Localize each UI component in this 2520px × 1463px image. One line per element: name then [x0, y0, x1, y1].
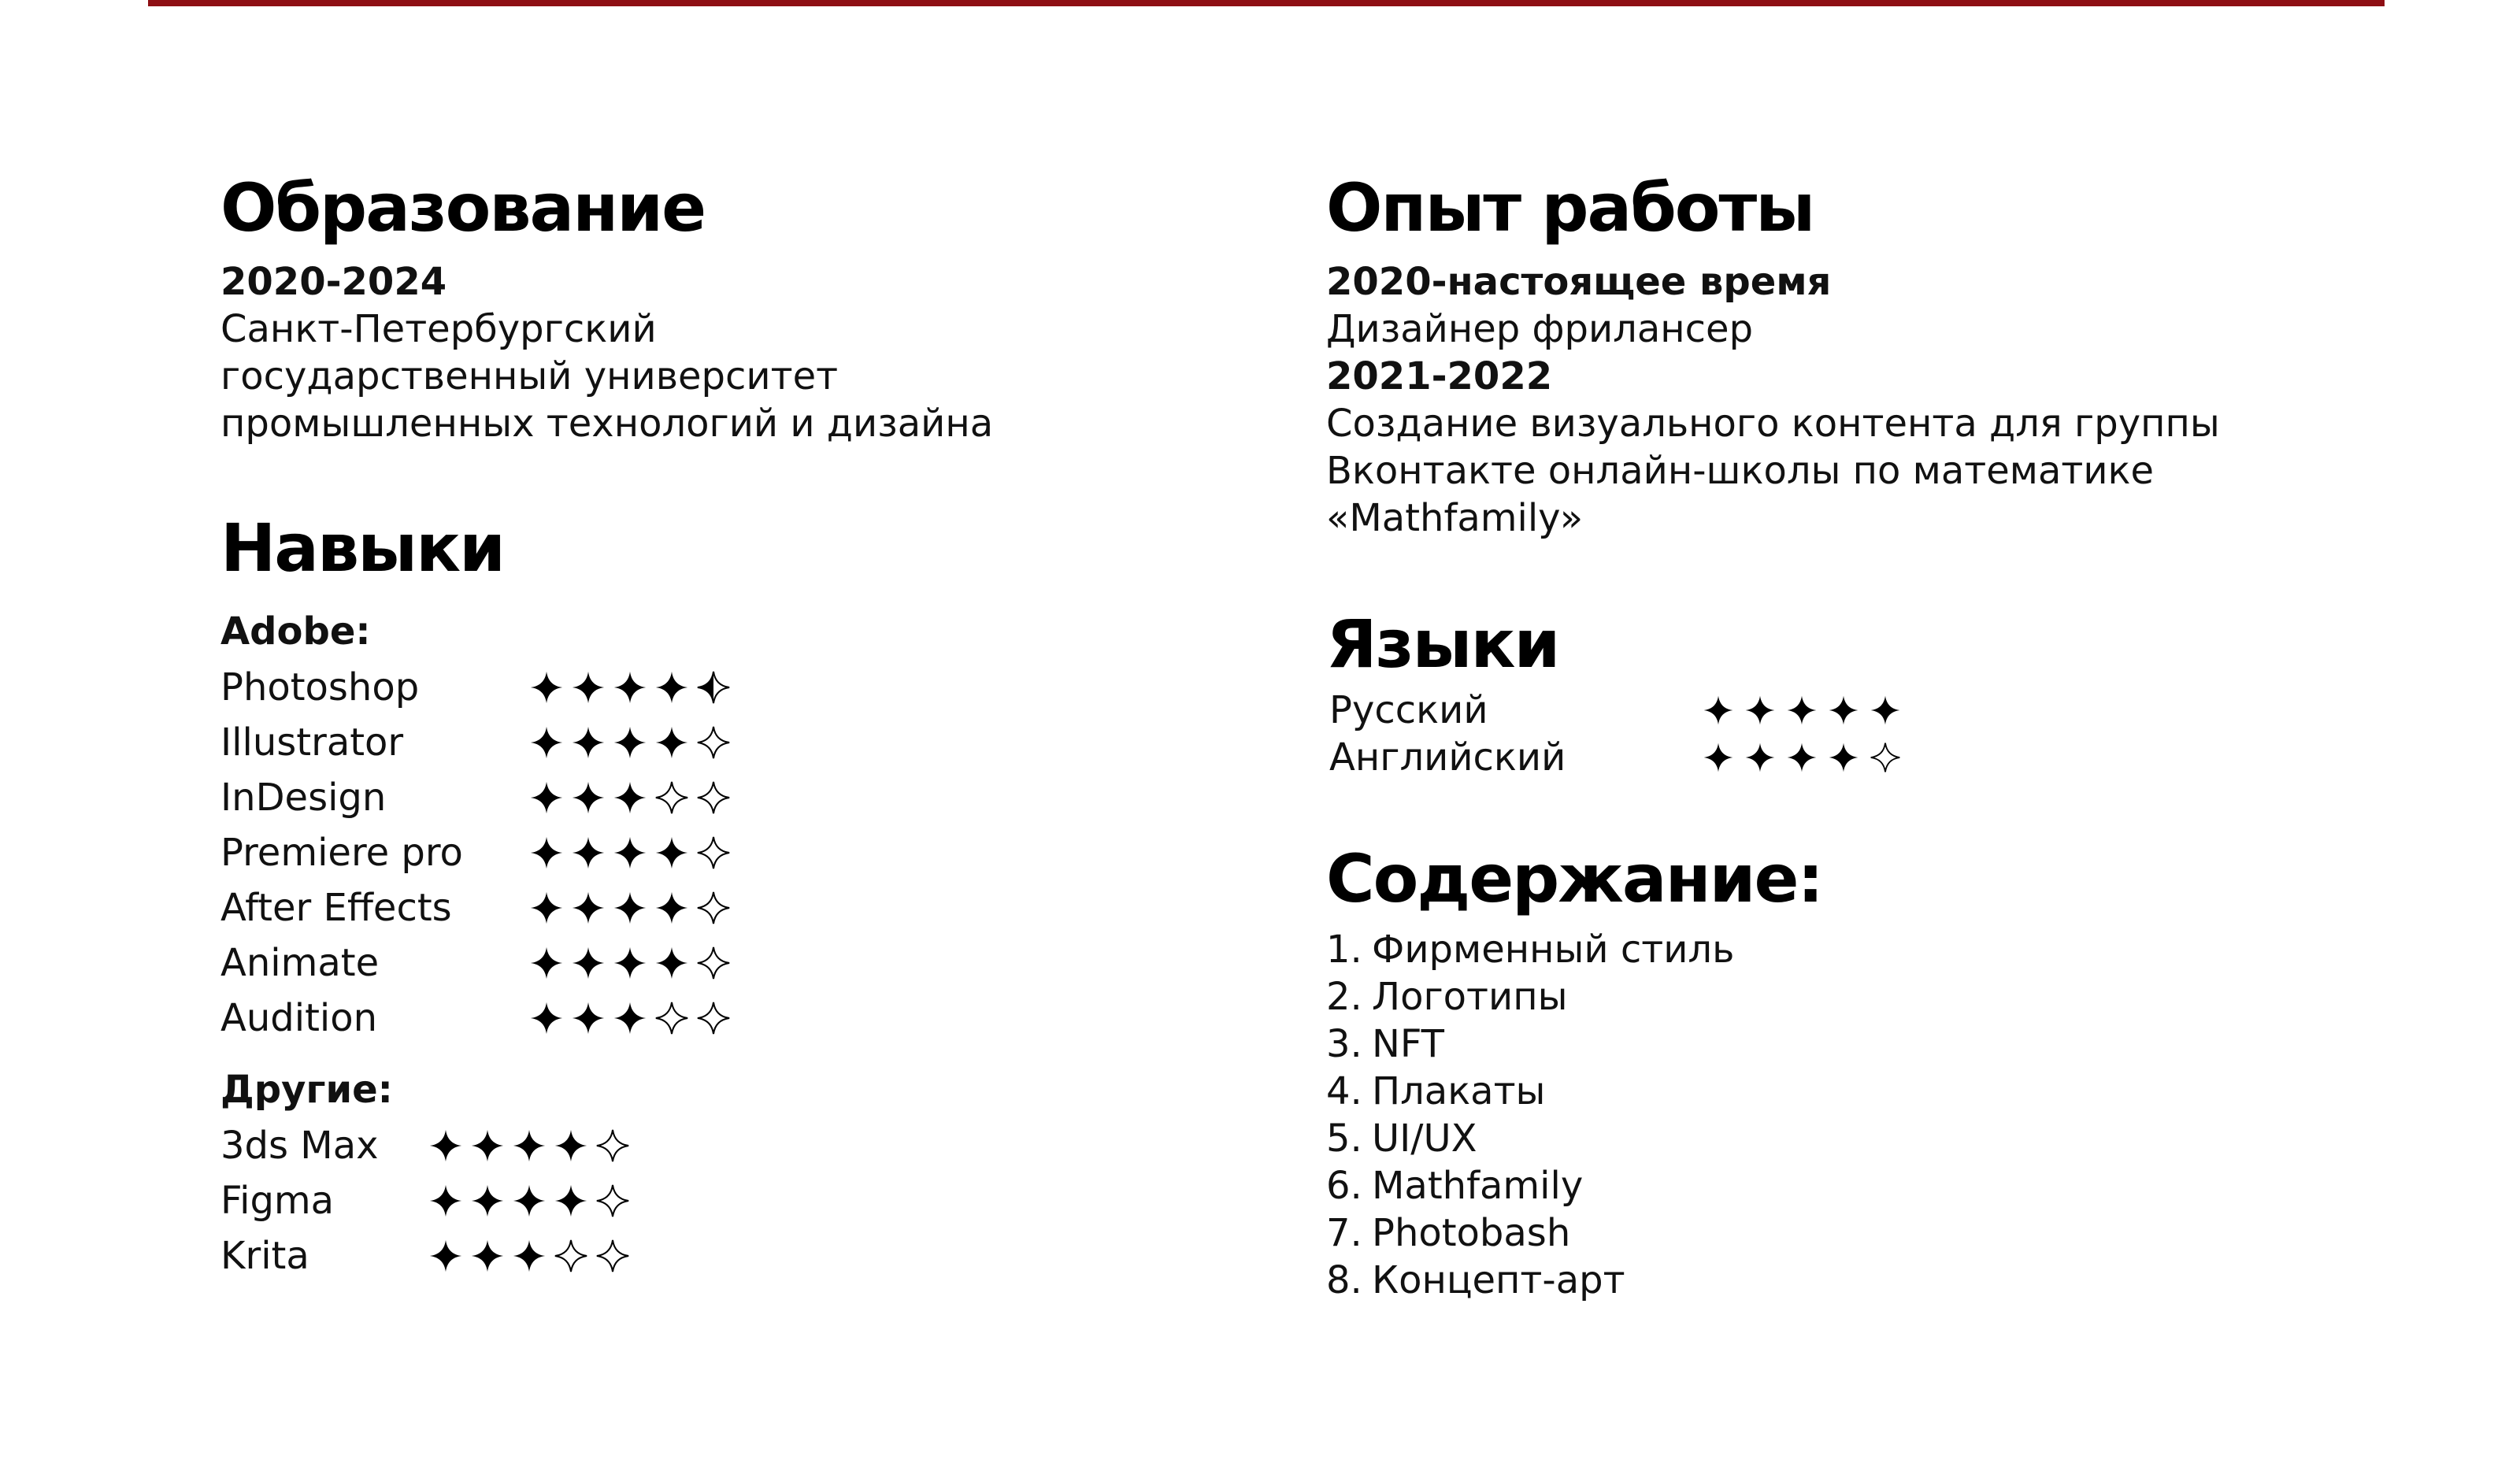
- star-filled-icon: [571, 835, 606, 870]
- star-rating: [529, 1001, 738, 1035]
- star-filled-icon: [571, 670, 606, 705]
- star-filled-icon: [571, 780, 606, 815]
- skill-row: [220, 880, 738, 935]
- star-filled-icon: [512, 1128, 547, 1163]
- star-empty-icon: [1870, 742, 1901, 773]
- contents-item-number: 4.: [1326, 1069, 1362, 1113]
- education-line: Санкт-Петербургский: [220, 307, 657, 351]
- star-empty-icon: [696, 1001, 731, 1035]
- star-empty-icon: [554, 1239, 588, 1273]
- experience-body: [1326, 258, 2220, 542]
- star-empty-icon: [595, 1183, 630, 1218]
- experience-line: «Mathfamily»: [1326, 496, 1584, 540]
- star-rating: [428, 1183, 637, 1218]
- skill-row: [220, 660, 738, 715]
- star-empty-icon: [696, 725, 731, 760]
- star-filled-icon: [512, 1183, 547, 1218]
- languages-title: Языки: [1326, 606, 1559, 683]
- star-rating: [1703, 694, 1911, 726]
- contents-item: [1326, 1257, 1734, 1304]
- star-rating: [428, 1128, 637, 1163]
- contents-item: [1326, 973, 1734, 1020]
- contents-item: [1326, 1115, 1734, 1162]
- contents-item-label: Фирменный стиль: [1372, 928, 1735, 972]
- contents-item: [1326, 1209, 1734, 1257]
- contents-item-number: 1.: [1326, 928, 1362, 972]
- star-empty-icon: [696, 780, 731, 815]
- star-filled-icon: [470, 1183, 505, 1218]
- star-filled-icon: [1703, 742, 1734, 773]
- star-filled-icon: [613, 670, 647, 705]
- experience-line: Создание визуального контента для группы: [1326, 402, 2220, 446]
- star-filled-icon: [428, 1239, 463, 1273]
- adobe-label: Adobe:: [220, 609, 371, 654]
- skill-row: [220, 935, 738, 991]
- skill-row: [220, 991, 738, 1046]
- contents-item-label: Плакаты: [1372, 1069, 1546, 1113]
- star-filled-icon: [428, 1183, 463, 1218]
- contents-item-label: Photobash: [1372, 1211, 1571, 1255]
- star-filled-icon: [1786, 694, 1818, 726]
- star-rating: [529, 780, 738, 815]
- star-filled-icon: [529, 835, 564, 870]
- experience-title: Опыт работы: [1326, 169, 1814, 246]
- star-filled-icon: [654, 891, 689, 925]
- star-rating: [529, 725, 738, 760]
- star-filled-icon: [1744, 742, 1776, 773]
- contents-item: [1326, 1020, 1734, 1068]
- experience-line: Вконтакте онлайн-школы по математике: [1326, 449, 2155, 493]
- education-years: 2020-2024: [220, 260, 447, 304]
- star-empty-icon: [696, 891, 731, 925]
- skill-row: [220, 1173, 637, 1228]
- star-filled-icon: [529, 670, 564, 705]
- star-filled-icon: [571, 946, 606, 980]
- star-filled-icon: [613, 1001, 647, 1035]
- education-body: [220, 258, 993, 447]
- top-accent-rule: [148, 0, 2385, 6]
- experience-period: 2020-настоящее время: [1326, 260, 1832, 304]
- skill-name: After Effects: [220, 886, 452, 930]
- language-row: [1329, 687, 1911, 734]
- skill-name: Illustrator: [220, 720, 404, 765]
- skill-row: [220, 1228, 637, 1283]
- contents-item: [1326, 926, 1734, 973]
- star-rating: [1703, 742, 1911, 773]
- contents-item-number: 3.: [1326, 1022, 1362, 1066]
- star-filled-icon: [1786, 742, 1818, 773]
- contents-item-number: 8.: [1326, 1258, 1362, 1302]
- star-empty-icon: [595, 1128, 630, 1163]
- education-line: промышленных технологий и дизайна: [220, 402, 994, 446]
- star-filled-icon: [571, 725, 606, 760]
- experience-period: 2021-2022: [1326, 354, 1553, 398]
- contents-item-number: 5.: [1326, 1117, 1362, 1161]
- star-filled-icon: [613, 891, 647, 925]
- star-rating: [529, 670, 738, 705]
- contents-item-label: Mathfamily: [1372, 1164, 1584, 1208]
- contents-item: [1326, 1162, 1734, 1209]
- skill-name: Premiere pro: [220, 831, 463, 875]
- star-filled-icon: [613, 946, 647, 980]
- contents-title: Содержание:: [1326, 840, 1823, 917]
- star-filled-icon: [529, 780, 564, 815]
- star-empty-icon: [654, 1001, 689, 1035]
- language-list: [1329, 687, 1911, 781]
- star-filled-icon: [512, 1239, 547, 1273]
- star-filled-icon: [654, 946, 689, 980]
- skill-row: [220, 825, 738, 880]
- skill-row: [220, 715, 738, 770]
- contents-item-label: Логотипы: [1372, 975, 1568, 1019]
- skills-title: Навыки: [220, 509, 504, 587]
- contents-item-label: Концепт-арт: [1372, 1258, 1625, 1302]
- star-empty-icon: [595, 1239, 630, 1273]
- language-row: [1329, 734, 1911, 781]
- star-filled-icon: [529, 725, 564, 760]
- language-name: Русский: [1329, 688, 1488, 732]
- star-filled-icon: [1828, 742, 1859, 773]
- skill-row: [220, 1118, 637, 1173]
- contents-item-number: 7.: [1326, 1211, 1362, 1255]
- star-filled-icon: [529, 891, 564, 925]
- skill-name: Figma: [220, 1179, 335, 1223]
- star-filled-icon: [654, 835, 689, 870]
- contents-item-label: NFT: [1372, 1022, 1444, 1066]
- contents-item: [1326, 1068, 1734, 1115]
- skill-name: InDesign: [220, 776, 387, 820]
- adobe-skill-list: [220, 660, 738, 1046]
- contents-item-number: 2.: [1326, 975, 1362, 1019]
- star-rating: [529, 946, 738, 980]
- star-half-icon: [696, 670, 731, 705]
- star-filled-icon: [613, 725, 647, 760]
- star-filled-icon: [571, 891, 606, 925]
- other-label: Другие:: [220, 1068, 393, 1112]
- experience-line: Дизайнер фрилансер: [1326, 307, 1754, 351]
- skill-name: Audition: [220, 996, 378, 1040]
- skill-name: 3ds Max: [220, 1124, 379, 1168]
- star-filled-icon: [470, 1239, 505, 1273]
- star-empty-icon: [696, 946, 731, 980]
- star-rating: [529, 891, 738, 925]
- contents-list: [1326, 926, 1734, 1304]
- skill-name: Animate: [220, 941, 380, 985]
- skill-name: Photoshop: [220, 665, 420, 709]
- contents-item-number: 6.: [1326, 1164, 1362, 1208]
- star-filled-icon: [529, 946, 564, 980]
- skill-row: [220, 770, 738, 825]
- star-filled-icon: [654, 670, 689, 705]
- star-filled-icon: [554, 1183, 588, 1218]
- star-empty-icon: [654, 780, 689, 815]
- star-filled-icon: [613, 835, 647, 870]
- star-filled-icon: [1828, 694, 1859, 726]
- star-filled-icon: [1870, 694, 1901, 726]
- other-skill-list: [220, 1118, 637, 1283]
- star-filled-icon: [1744, 694, 1776, 726]
- star-empty-icon: [696, 835, 731, 870]
- star-filled-icon: [554, 1128, 588, 1163]
- star-filled-icon: [571, 1001, 606, 1035]
- skill-name: Krita: [220, 1234, 309, 1278]
- contents-item-label: UI/UX: [1372, 1117, 1477, 1161]
- star-rating: [529, 835, 738, 870]
- star-filled-icon: [613, 780, 647, 815]
- education-line: государственный университет: [220, 354, 839, 398]
- star-rating: [428, 1239, 637, 1273]
- star-filled-icon: [470, 1128, 505, 1163]
- star-filled-icon: [1703, 694, 1734, 726]
- education-title: Образование: [220, 169, 706, 246]
- star-filled-icon: [529, 1001, 564, 1035]
- star-filled-icon: [654, 725, 689, 760]
- language-name: Английский: [1329, 735, 1566, 780]
- star-filled-icon: [428, 1128, 463, 1163]
